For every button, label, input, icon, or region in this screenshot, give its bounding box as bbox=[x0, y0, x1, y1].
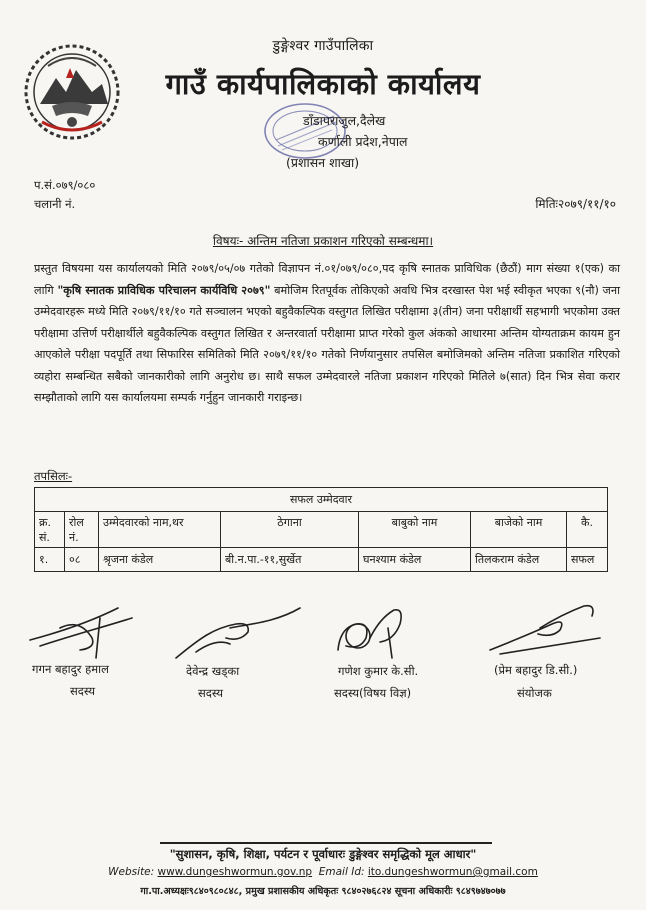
signature-1 bbox=[30, 608, 132, 658]
header-serial bbox=[35, 512, 65, 548]
office-stamp-icon bbox=[262, 100, 348, 162]
signatory-2-role: सदस्य bbox=[198, 686, 224, 700]
email-link[interactable]: ito.dungeshwormun@gmail.com bbox=[367, 866, 538, 878]
body-paragraph bbox=[34, 258, 620, 409]
cell-grandfather: तिलकराम कंडेल bbox=[471, 548, 567, 572]
signatory-2-name: देवेन्द्र खड्का bbox=[186, 664, 240, 678]
header-roll bbox=[65, 512, 99, 548]
cell-remarks: सफल bbox=[567, 548, 608, 572]
footer-motto: "सुशासन, कृषि, शिक्षा, पर्यटन र पूर्वाधारः डुङ्गेश्वर समृद्धिको मूल आधार" bbox=[169, 847, 477, 861]
header-serial-2: सं. bbox=[39, 531, 50, 544]
body-part-1: प्रस्तुत विषयमा यस कार्यालयको मिति २०७९/०५/०७ गतेको विज्ञापन नं.०१/०७९/०८०,पद कृषि स्नातक प्राविधिक (छैठौं) माग संख्या १(एक) का लागि bbox=[34, 262, 620, 297]
body-bold-title: "कृषि स्नातक प्राविधिक परिचालन कार्यविधि २०७९" bbox=[57, 283, 271, 297]
header-serial-1: क्र. bbox=[39, 516, 51, 529]
footer-rule bbox=[160, 842, 492, 844]
header-father: बाबुको नाम bbox=[359, 512, 471, 548]
body-part-2: बमोजिम रितपूर्वक तोकिएको अवधि भित्र दरखास्त पेश भई स्वीकृत भएका ९(नौ) जना उम्मेदवारहरू मध्ये मिति २०७९/११/१० गते सञ्चालन भएको बहुवैकल्पिक वस्तुगत लिखित परीक्षामा ३(तीन) जना परीक्षार्थी सहभागी भएकोमा उक्त परीक्षामा उत्तिर्ण परीक्षार्थीले बहुवैकल्पिक वस्तुगत लिखित र अन्तरवार्ता परीक्षामा प्राप्त गरेको कुल अंकको आधारमा अन्तिम योग्यताक्रम कायम हुन आएकोले परीक्षा पदपूर्ति तथा सिफारिस समितिको मिति २०७९/११/१० गतेको निर्णयानुसार तपसिल बमोजिमको अन्तिम नतिजा प्रकाशित गरिएको व्यहोरा सम्बन्धित सबैको जानकारीको लागि अनुरोध छ। साथै सफल उम्मेदवारले नतिजा प्रकाशन गरिएको मितिले ७(सात) दिन भित्र सेवा करार सम्झौताको लागि यस कार्यालयमा सम्पर्क गर्नुहुन जानकारी गराइन्छ। bbox=[34, 283, 621, 404]
letter-date: मितिः२०७९/११/१० bbox=[535, 197, 616, 211]
table-caption: सफल उम्मेदवार bbox=[35, 488, 608, 512]
footer-contact bbox=[0, 866, 646, 878]
website-link[interactable]: www.dungeshwormun.gov.np bbox=[157, 866, 313, 878]
signatory-3-name: गणेश कुमार के.सी. bbox=[338, 664, 419, 678]
cell-address: बी.न.पा.-११,सुर्खेत bbox=[221, 548, 359, 572]
header-roll-1: रोल bbox=[69, 516, 84, 529]
header-address: ठेगाना bbox=[221, 512, 359, 548]
results-table bbox=[34, 487, 608, 572]
cell-father: घनश्याम कंडेल bbox=[359, 548, 471, 572]
signatory-4-role: संयोजक bbox=[517, 686, 552, 700]
header-name: उम्मेदवारको नाम,थर bbox=[99, 512, 221, 548]
details-label: तपसिलः- bbox=[34, 469, 73, 483]
footer-officials: गा.पा.अध्यक्षः९८४०९८०८४८, प्रमुख प्रशासकीय अधिकृतः ९८४०२७६८२४ सूचना अधिकारीः ९८४९७४७०७७ bbox=[140, 886, 506, 897]
signatory-1-role: सदस्य bbox=[70, 684, 96, 698]
signatory-1-name: गगन बहादुर हमाल bbox=[32, 662, 109, 676]
subject-line bbox=[0, 232, 646, 249]
header-grandfather: बाजेको नाम bbox=[471, 512, 567, 548]
email-label: Email Id: bbox=[318, 866, 365, 878]
subject-text: विषयः- अन्तिम नतिजा प्रकाशन गरिएको सम्बन्धमा। bbox=[212, 234, 434, 248]
cell-serial: १. bbox=[35, 548, 65, 572]
header-roll-2: नं. bbox=[69, 531, 79, 544]
table-row bbox=[35, 548, 608, 572]
office-name: गाउँ कार्यपालिकाको कार्यालय bbox=[165, 67, 481, 101]
cell-name: श्रृजना कंडेल bbox=[99, 548, 221, 572]
address-line-1: डाँडापराजुल,दैलेख bbox=[303, 113, 386, 128]
signature-2 bbox=[176, 608, 300, 658]
signatures-image bbox=[0, 588, 646, 668]
header-remarks: कै. bbox=[567, 512, 608, 548]
section-name: (प्रशासन शाखा) bbox=[286, 155, 360, 170]
dispatch-number: चलानी नं. bbox=[34, 197, 76, 211]
signatory-3-role: सदस्य(विषय विज्ञ) bbox=[334, 686, 412, 700]
cell-roll: ०८ bbox=[65, 548, 99, 572]
signatory-4-name: (प्रेम बहादुर डि.सी.) bbox=[494, 663, 578, 677]
website-label: Website: bbox=[108, 866, 155, 878]
signature-4 bbox=[490, 606, 600, 654]
reference-number: प.सं.०७९/०८० bbox=[34, 178, 96, 192]
municipality-name: डुङ्गेश्वर गाउँपालिका bbox=[272, 38, 374, 54]
address-line-2: कर्णाली प्रदेश,नेपाल bbox=[318, 134, 408, 149]
